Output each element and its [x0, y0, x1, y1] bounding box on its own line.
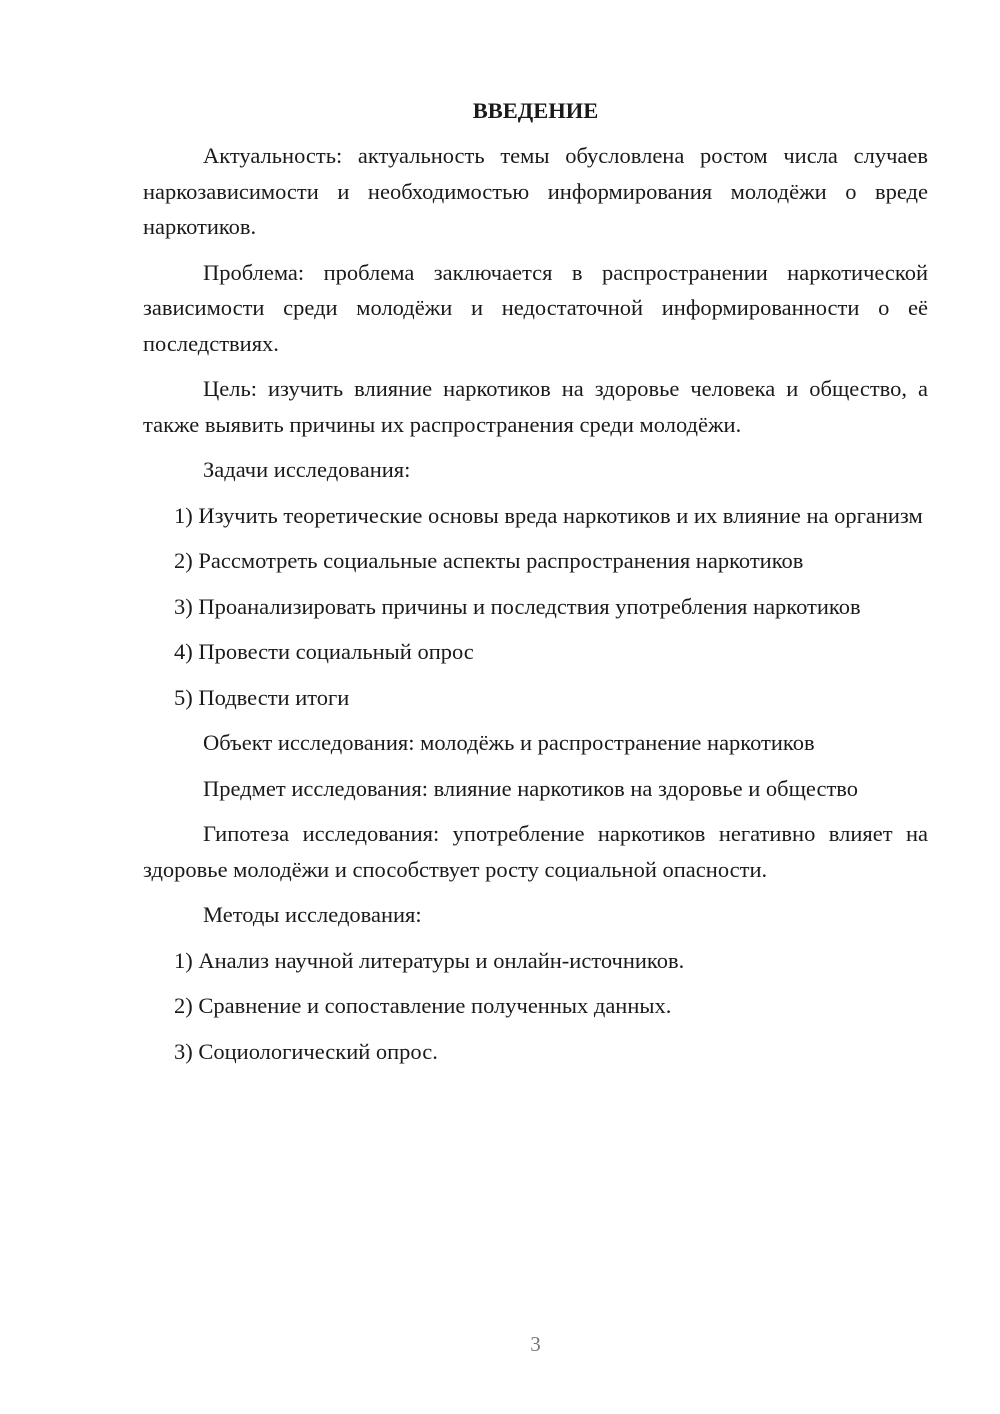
page-title: ВВЕДЕНИЕ [472, 98, 599, 123]
goal-paragraph: Цель: изучить влияние наркотиков на здоровье человека и общество, а также выявить причины их распространения среди молодёжи. [143, 376, 928, 437]
method-item-1: 1) Анализ научной литературы и онлайн-источников. [174, 947, 685, 973]
task-item-3: 3) Проанализировать причины и последствия употребления наркотиков [174, 593, 861, 619]
problem-paragraph: Проблема: проблема заключается в распространении наркотической зависимости среди молодёжи и недостаточной информированности о её последствиях. [143, 259, 928, 356]
object-paragraph: Объект исследования: молодёжь и распространение наркотиков [203, 730, 815, 755]
document-page [143, 94, 928, 1079]
method-item-2: 2) Сравнение и сопоставление полученных данных. [174, 993, 672, 1018]
relevance-paragraph: Актуальность: актуальность темы обусловлена ростом числа случаев наркозависимости и необходимостью информирования молодёжи о вреде наркотиков. [143, 143, 928, 239]
task-item-2: 2) Рассмотреть социальные аспекты распространения наркотиков [174, 548, 804, 573]
hypothesis-paragraph: Гипотеза исследования: употребление наркотиков негативно влияет на здоровье молодёжи и способствует росту социальной опасности. [143, 821, 928, 882]
task-item-1: 1) Изучить теоретические основы вреда наркотиков и их влияние на организм [174, 502, 923, 528]
subject-paragraph: Предмет исследования: влияние наркотиков на здоровье и общество [203, 775, 858, 801]
page-number: 3 [530, 1332, 541, 1356]
task-item-5: 5) Подвести итоги [174, 684, 350, 710]
tasks-heading: Задачи исследования: [203, 457, 411, 482]
task-item-4: 4) Провести социальный опрос [174, 639, 474, 664]
methods-heading: Методы исследования: [203, 902, 422, 927]
method-item-3: 3) Социологический опрос. [174, 1038, 438, 1064]
